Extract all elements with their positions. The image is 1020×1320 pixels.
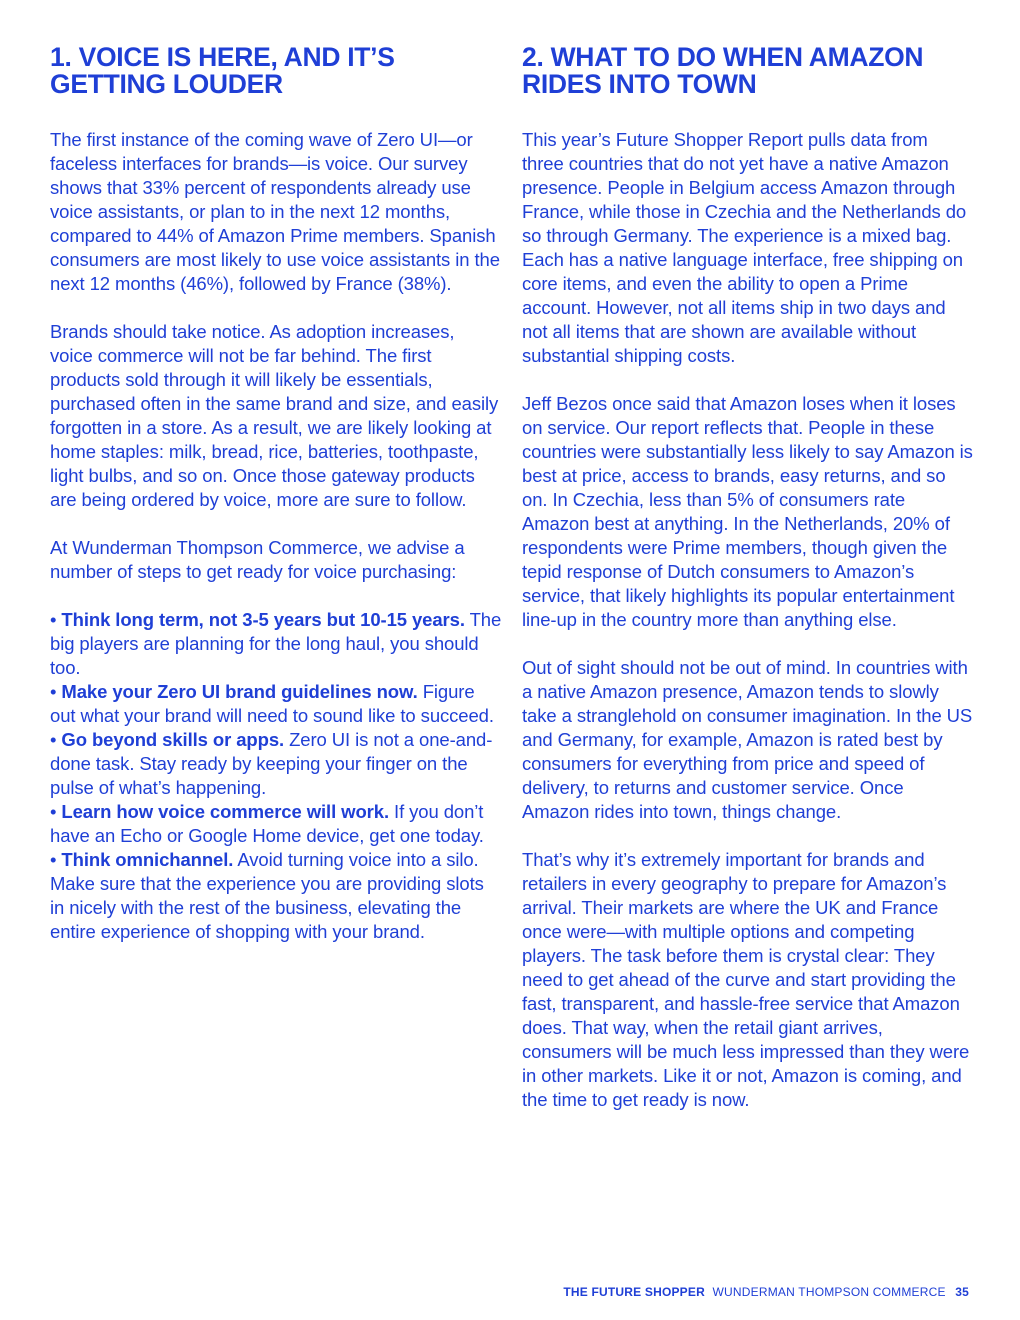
section-title-voice: 1. VOICE IS HERE, AND IT’S GETTING LOUDER <box>50 42 395 99</box>
list-item: • Think long term, not 3-5 years but 10-15 years. The big players are planning for the long haul, you should too. <box>50 609 502 678</box>
paragraph: The first instance of the coming wave of Zero UI—or faceless interfaces for brands—is voice. Our survey shows that 33% percent of respondents already use voice assistants, or plan to in the next 12 months, compared to 44% of Amazon Prime members. Spanish consumers are most likely to use voice assistants in the next 12 months (46%), followed by France (38%). <box>50 129 500 294</box>
list-item-lead: Make your Zero UI brand guidelines now. <box>61 681 418 702</box>
list-item-text: Figure out what your brand will need to sound like to succeed. <box>50 681 494 726</box>
paragraph: This year’s Future Shopper Report pulls data from three countries that do not yet have a native Amazon presence. People in Belgium access Amazon through France, while those in Czechia and the Netherlands do so through Germany. The experience is a mixed bag. Each has a native language interface, free shipping on core items, and even the ability to open a Prime account. However, not all items ship in two days and not all items that are shown are available without substantial shipping costs. <box>522 129 967 366</box>
right-column <box>522 44 974 1136</box>
list-item-lead: Go beyond skills or apps. <box>61 729 285 750</box>
list-item-lead: Learn how voice commerce will work. <box>61 801 389 822</box>
footer-organization: WUNDERMAN THOMPSON COMMERCE <box>712 1285 946 1299</box>
list-item-text: Avoid turning voice into a silo. Make sure that the experience you are providing slots in nicely with the rest of the business, elevating the entire experience of shopping with your brand. <box>50 849 484 942</box>
list-item: • Go beyond skills or apps. Zero UI is not a one-and-done task. Stay ready by keeping your finger on the pulse of what’s happening. <box>50 729 493 798</box>
list-item-text: The big players are planning for the long haul, you should too. <box>50 609 502 678</box>
paragraph: Jeff Bezos once said that Amazon loses when it loses on service. Our report reflects that. People in these countries were substantially less likely to say Amazon is best at price, access to brands, easy returns, and so on. In Czechia, less than 5% of consumers rate Amazon best at anything. In the Netherlands, 20% of respondents were Prime members, though given the tepid response of Dutch consumers to Amazon’s service, that likely highlights its popular entertainment line-up in the country more than anything else. <box>522 393 973 630</box>
voice-steps-list <box>50 608 502 944</box>
list-item-lead: Think long term, not 3-5 years but 10-15 years. <box>61 609 465 630</box>
paragraph: Brands should take notice. As adoption increases, voice commerce will not be far behind. The first products sold through it will likely be essentials, purchased often in the same brand and size, and easily forgotten in a store. As a result, we are likely looking at home staples: milk, bread, rice, batteries, toothpaste, light bulbs, and so on. Once those gateway products are being ordered by voice, more are sure to follow. <box>50 321 499 510</box>
footer-publication: THE FUTURE SHOPPER <box>563 1285 705 1299</box>
section-title-amazon: 2. WHAT TO DO WHEN AMAZON RIDES INTO TOWN <box>522 42 924 99</box>
paragraph: Out of sight should not be out of mind. In countries with a native Amazon presence, Amazon tends to slowly take a stranglehold on consumer imagination. In the US and Germany, for example, Amazon is rated best by consumers for everything from price and speed of delivery, to returns and customer service. Once Amazon rides into town, things change. <box>522 657 973 822</box>
list-item: • Learn how voice commerce will work. If you don’t have an Echo or Google Home device, get one today. <box>50 801 484 846</box>
page-number: 35 <box>955 1285 969 1299</box>
list-item-text: If you don’t have an Echo or Google Home device, get one today. <box>50 801 484 846</box>
paragraph: That’s why it’s extremely important for brands and retailers in every geography to prepare for Amazon’s arrival. Their markets are where the UK and France once were—with multiple options and competing players. The task before them is crystal clear: They need to get ahead of the curve and start providing the fast, transparent, and hassle-free service that Amazon does. That way, when the retail giant arrives, consumers will be much less impressed than they were in other markets. Like it or not, Amazon is coming, and the time to get ready is now. <box>522 849 970 1110</box>
page-footer <box>563 1285 969 1299</box>
paragraph: At Wunderman Thompson Commerce, we advise a number of steps to get ready for voice purchasing: <box>50 537 465 582</box>
list-item: • Make your Zero UI brand guidelines now. Figure out what your brand will need to sound like to succeed. <box>50 681 494 726</box>
left-column <box>50 44 502 944</box>
list-item-text: Zero UI is not a one-and-done task. Stay ready by keeping your finger on the pulse of what’s happening. <box>50 729 493 798</box>
list-item-lead: Think omnichannel. <box>61 849 234 870</box>
list-item: • Think omnichannel. Avoid turning voice into a silo. Make sure that the experience you are providing slots in nicely with the rest of the business, elevating the entire experience of shopping with your brand. <box>50 849 484 942</box>
